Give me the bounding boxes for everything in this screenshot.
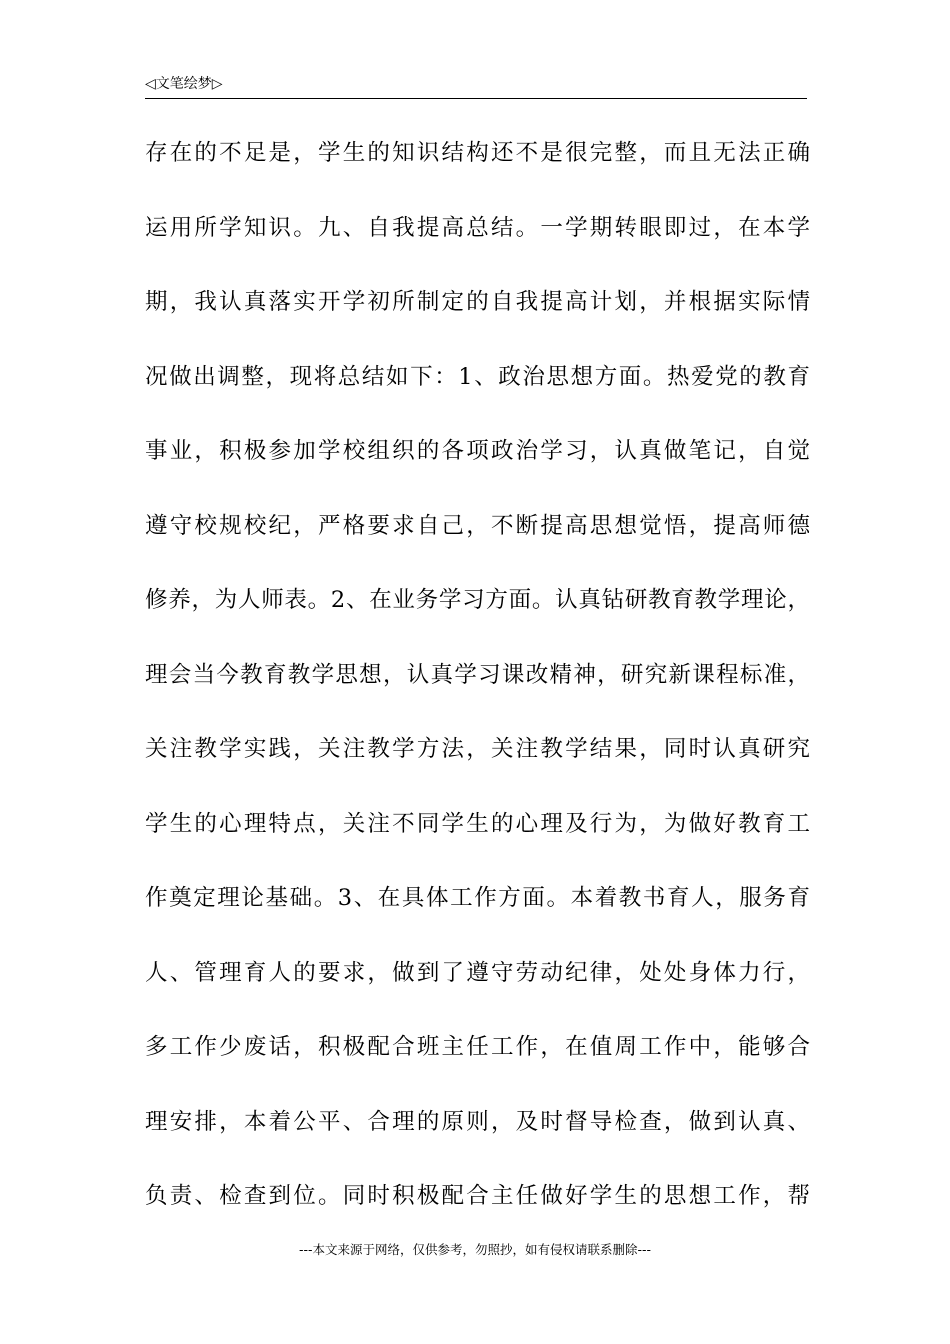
text-line: 理会当今教育教学思想，认真学习课改精神，研究新课程标准， bbox=[145, 661, 810, 688]
document-body bbox=[145, 128, 810, 1246]
text-line: 遵守校规校纪，严格要求自己，不断提高思想觉悟，提高师德 bbox=[145, 512, 810, 539]
text-line: 修养，为人师表。2、在业务学习方面。认真钻研教育教学理论， bbox=[145, 587, 810, 613]
text-line: 事业，积极参加学校组织的各项政治学习，认真做笔记，自觉 bbox=[145, 438, 810, 464]
text-line: 理安排，本着公平、合理的原则，及时督导检查，做到认真、 bbox=[145, 1108, 810, 1135]
text-line: 负责、检查到位。同时积极配合主任做好学生的思想工作，帮 bbox=[145, 1183, 810, 1209]
text-line: 况做出调整，现将总结如下：1、政治思想方面。热爱党的教育 bbox=[145, 363, 810, 390]
text-line: 作奠定理论基础。3、在具体工作方面。本着教书育人，服务育 bbox=[145, 885, 810, 911]
text-line: 存在的不足是，学生的知识结构还不是很完整，而且无法正确 bbox=[145, 140, 810, 166]
text-line: 期，我认真落实开学初所制定的自我提高计划，并根据实际情 bbox=[145, 289, 810, 315]
text-line: 关注教学实践，关注教学方法，关注教学结果，同时认真研究 bbox=[145, 736, 810, 762]
header-title: ◁文笔绘梦▷ bbox=[145, 76, 223, 92]
text-line: 人、管理育人的要求，做到了遵守劳动纪律，处处身体力行， bbox=[145, 959, 810, 986]
page-header bbox=[145, 74, 807, 99]
footer-notice: ---本文来源于网络，仅供参考，勿照抄，如有侵权请联系删除--- bbox=[298, 1242, 652, 1257]
text-line: 多工作少废话，积极配合班主任工作，在值周工作中，能够合 bbox=[145, 1034, 810, 1060]
text-line: 学生的心理特点，关注不同学生的心理及行为，为做好教育工 bbox=[145, 810, 810, 837]
text-line: 运用所学知识。九、自我提高总结。一学期转眼即过，在本学 bbox=[145, 214, 810, 241]
